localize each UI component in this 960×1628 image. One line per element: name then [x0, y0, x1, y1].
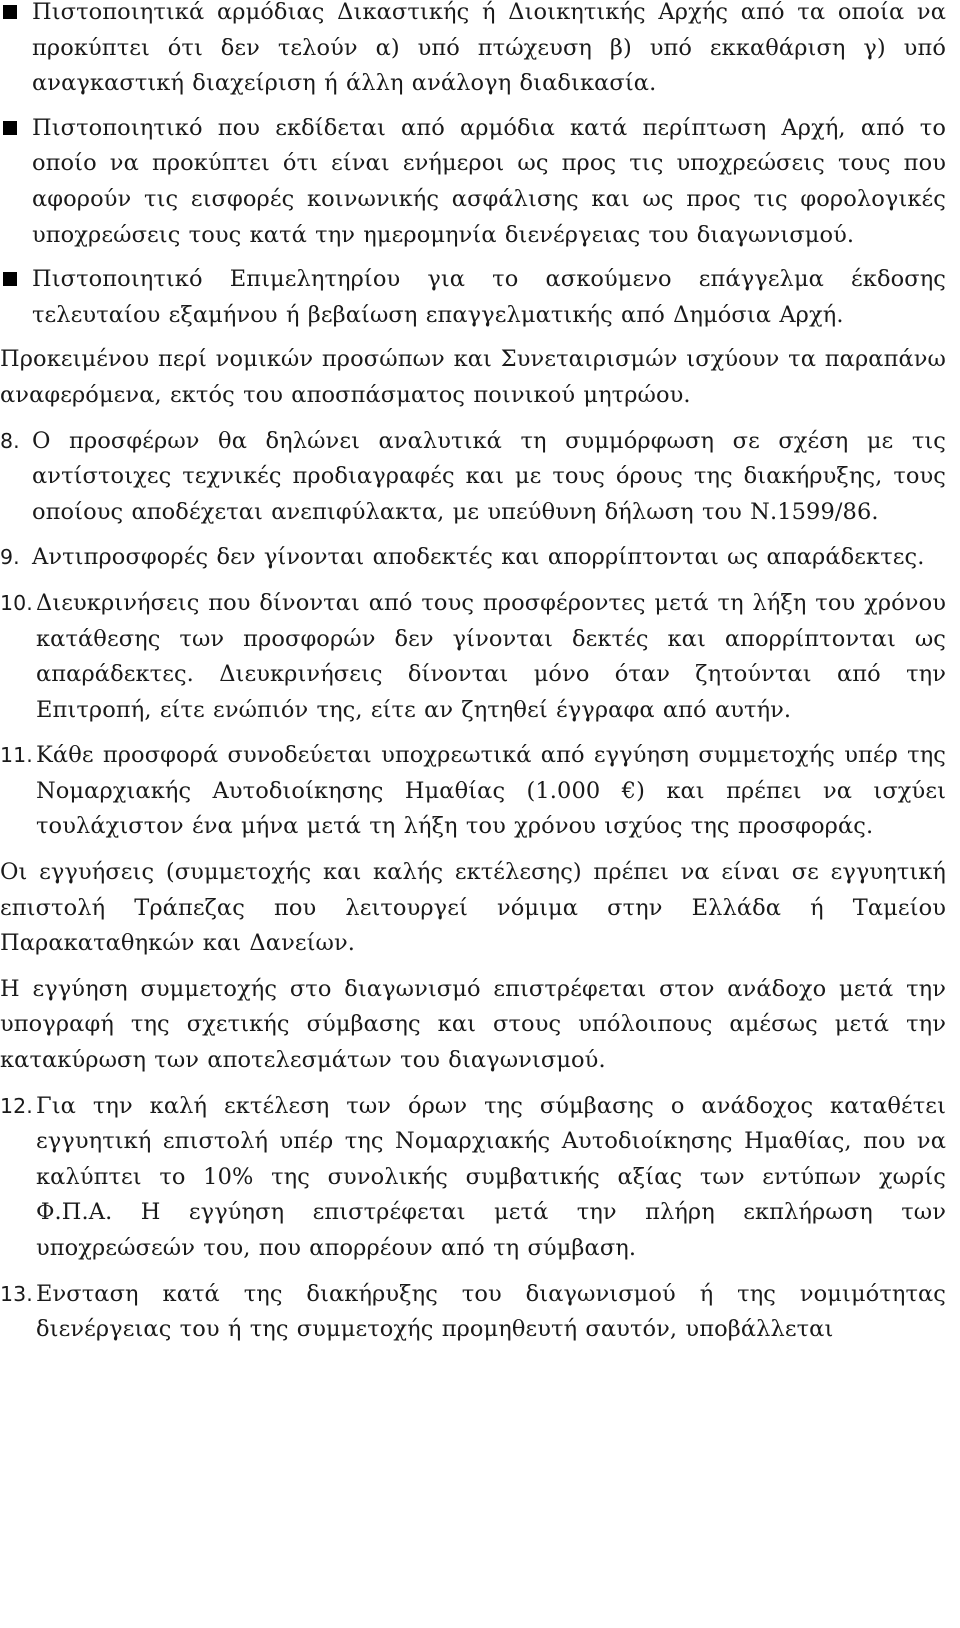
- item-number: 9.: [0, 545, 20, 570]
- item-text: Ο προσφέρων θα δηλώνει αναλυτικά τη συμμόρφωση σε σχέση με τις αντίστοιχες τεχνικές προδιαγραφές και με τους όρους της διακήρυξης, τους οποίους αποδέχεται ανεπιφύλακτα, με υπεύθυνη δήλωση του Ν.1599/86.: [32, 427, 946, 525]
- square-bullet-icon: [3, 121, 17, 135]
- numbered-item-9: [0, 540, 946, 576]
- item-text: Διευκρινήσεις που δίνονται από τους προσφέροντες μετά τη λήξη του χρόνου κατάθεσης των προσφορών δεν γίνονται δεκτές και απορρίπτονται ως απαράδεκτες. Διευκρινήσεις δίνονται μόνο όταν ζητούνται από την Επιτροπή, είτε ενώπιόν της, είτε αν ζητηθεί έγγραφα από αυτήν.: [36, 589, 946, 723]
- square-bullet-icon: [3, 5, 17, 19]
- item-text: Κάθε προσφορά συνοδεύεται υποχρεωτικά από εγγύηση συμμετοχής υπέρ της Νομαρχιακής Αυτοδιοίκησης Ημαθίας (1.000 €) και πρέπει να ισχύει τουλάχιστον ένα μήνα μετά τη λήξη του χρόνου ισχύος της προσφοράς.: [36, 742, 946, 840]
- item-text: Ενσταση κατά της διακήρυξης του διαγωνισμού ή της νομιμότητας διενέργειας του ή της συμμετοχής προμηθευτή σαυτόν, υποβάλλεται: [36, 1280, 946, 1343]
- bullet-item: [0, 262, 946, 333]
- numbered-item-8: [0, 424, 946, 531]
- numbered-item-12: [0, 1089, 946, 1267]
- legal-entities-note: Προκειμένου περί νομικών προσώπων και Συνεταιρισμών ισχύουν τα παραπάνω αναφερόμενα, εκτός του αποσπάσματος ποινικού μητρώου.: [0, 346, 946, 408]
- guarantees-paragraph: Οι εγγυήσεις (συμμετοχής και καλής εκτέλεσης) πρέπει να είναι σε εγγυητική επιστολή Τράπεζας που λειτουργεί νόμιμα στην Ελλάδα ή Ταμείου Παρακαταθηκών και Δανείων.: [0, 859, 946, 957]
- bullet-item: [0, 111, 946, 253]
- item-number: 12.: [0, 1093, 33, 1118]
- bullet-text: Πιστοποιητικό Επιμελητηρίου για το ασκούμενο επάγγελμα έκδοσης τελευταίου εξαμήνου ή βεβαίωση επαγγελματικής από Δημόσια Αρχή.: [32, 266, 946, 328]
- item-number: 11.: [0, 743, 33, 768]
- numbered-item-10: [0, 586, 946, 728]
- bullet-text: Πιστοποιητικά αρμόδιας Δικαστικής ή Διοικητικής Αρχής από τα οποία να προκύπτει ότι δεν τελούν α) υπό πτώχευση β) υπό εκκαθάριση γ) υπό αναγκαστική διαχείριση ή άλλη ανάλογη διαδικασία.: [32, 0, 946, 97]
- item-number: 8.: [0, 428, 20, 453]
- bullet-item: [0, 0, 946, 102]
- guarantee-return-paragraph: Η εγγύηση συμμετοχής στο διαγωνισμό επιστρέφεται στον ανάδοχο μετά την υπογραφή της σχετικής σύμβασης και στους υπόλοιπους αμέσως μετά την κατακύρωση των αποτελεσμάτων του διαγωνισμού.: [0, 975, 946, 1074]
- item-text: Αντιπροσφορές δεν γίνονται αποδεκτές και απορρίπτονται ως απαράδεκτες.: [32, 544, 925, 571]
- numbered-item-13: [0, 1277, 946, 1348]
- numbered-item-11: [0, 738, 946, 845]
- bullet-text: Πιστοποιητικό που εκδίδεται από αρμόδια κατά περίπτωση Αρχή, από το οποίο να προκύπτει ότι είναι ενήμεροι ως προς τις υποχρεώσεις τους που αφορούν τις εισφορές κοινωνικής ασφάλισης και ως προς τις φορολογικές υποχρεώσεις τους κατά την ημερομηνία διενέργειας του διαγωνισμού.: [32, 114, 946, 248]
- square-bullet-icon: [3, 272, 17, 286]
- item-text: Για την καλή εκτέλεση των όρων της σύμβασης ο ανάδοχος καταθέτει εγγυητική επιστολή υπέρ της Νομαρχιακής Αυτοδιοίκησης Ημαθίας, που να καλύπτει το 10% της συνολικής συμβατικής αξίας των εντύπων χωρίς Φ.Π.Α. Η εγγύηση επιστρέφεται μετά την πλήρη εκπλήρωση των υποχρεώσεών του, που απορρέουν από τη σύμβαση.: [36, 1092, 946, 1261]
- item-number: 10.: [0, 590, 33, 615]
- item-number: 13.: [0, 1281, 33, 1306]
